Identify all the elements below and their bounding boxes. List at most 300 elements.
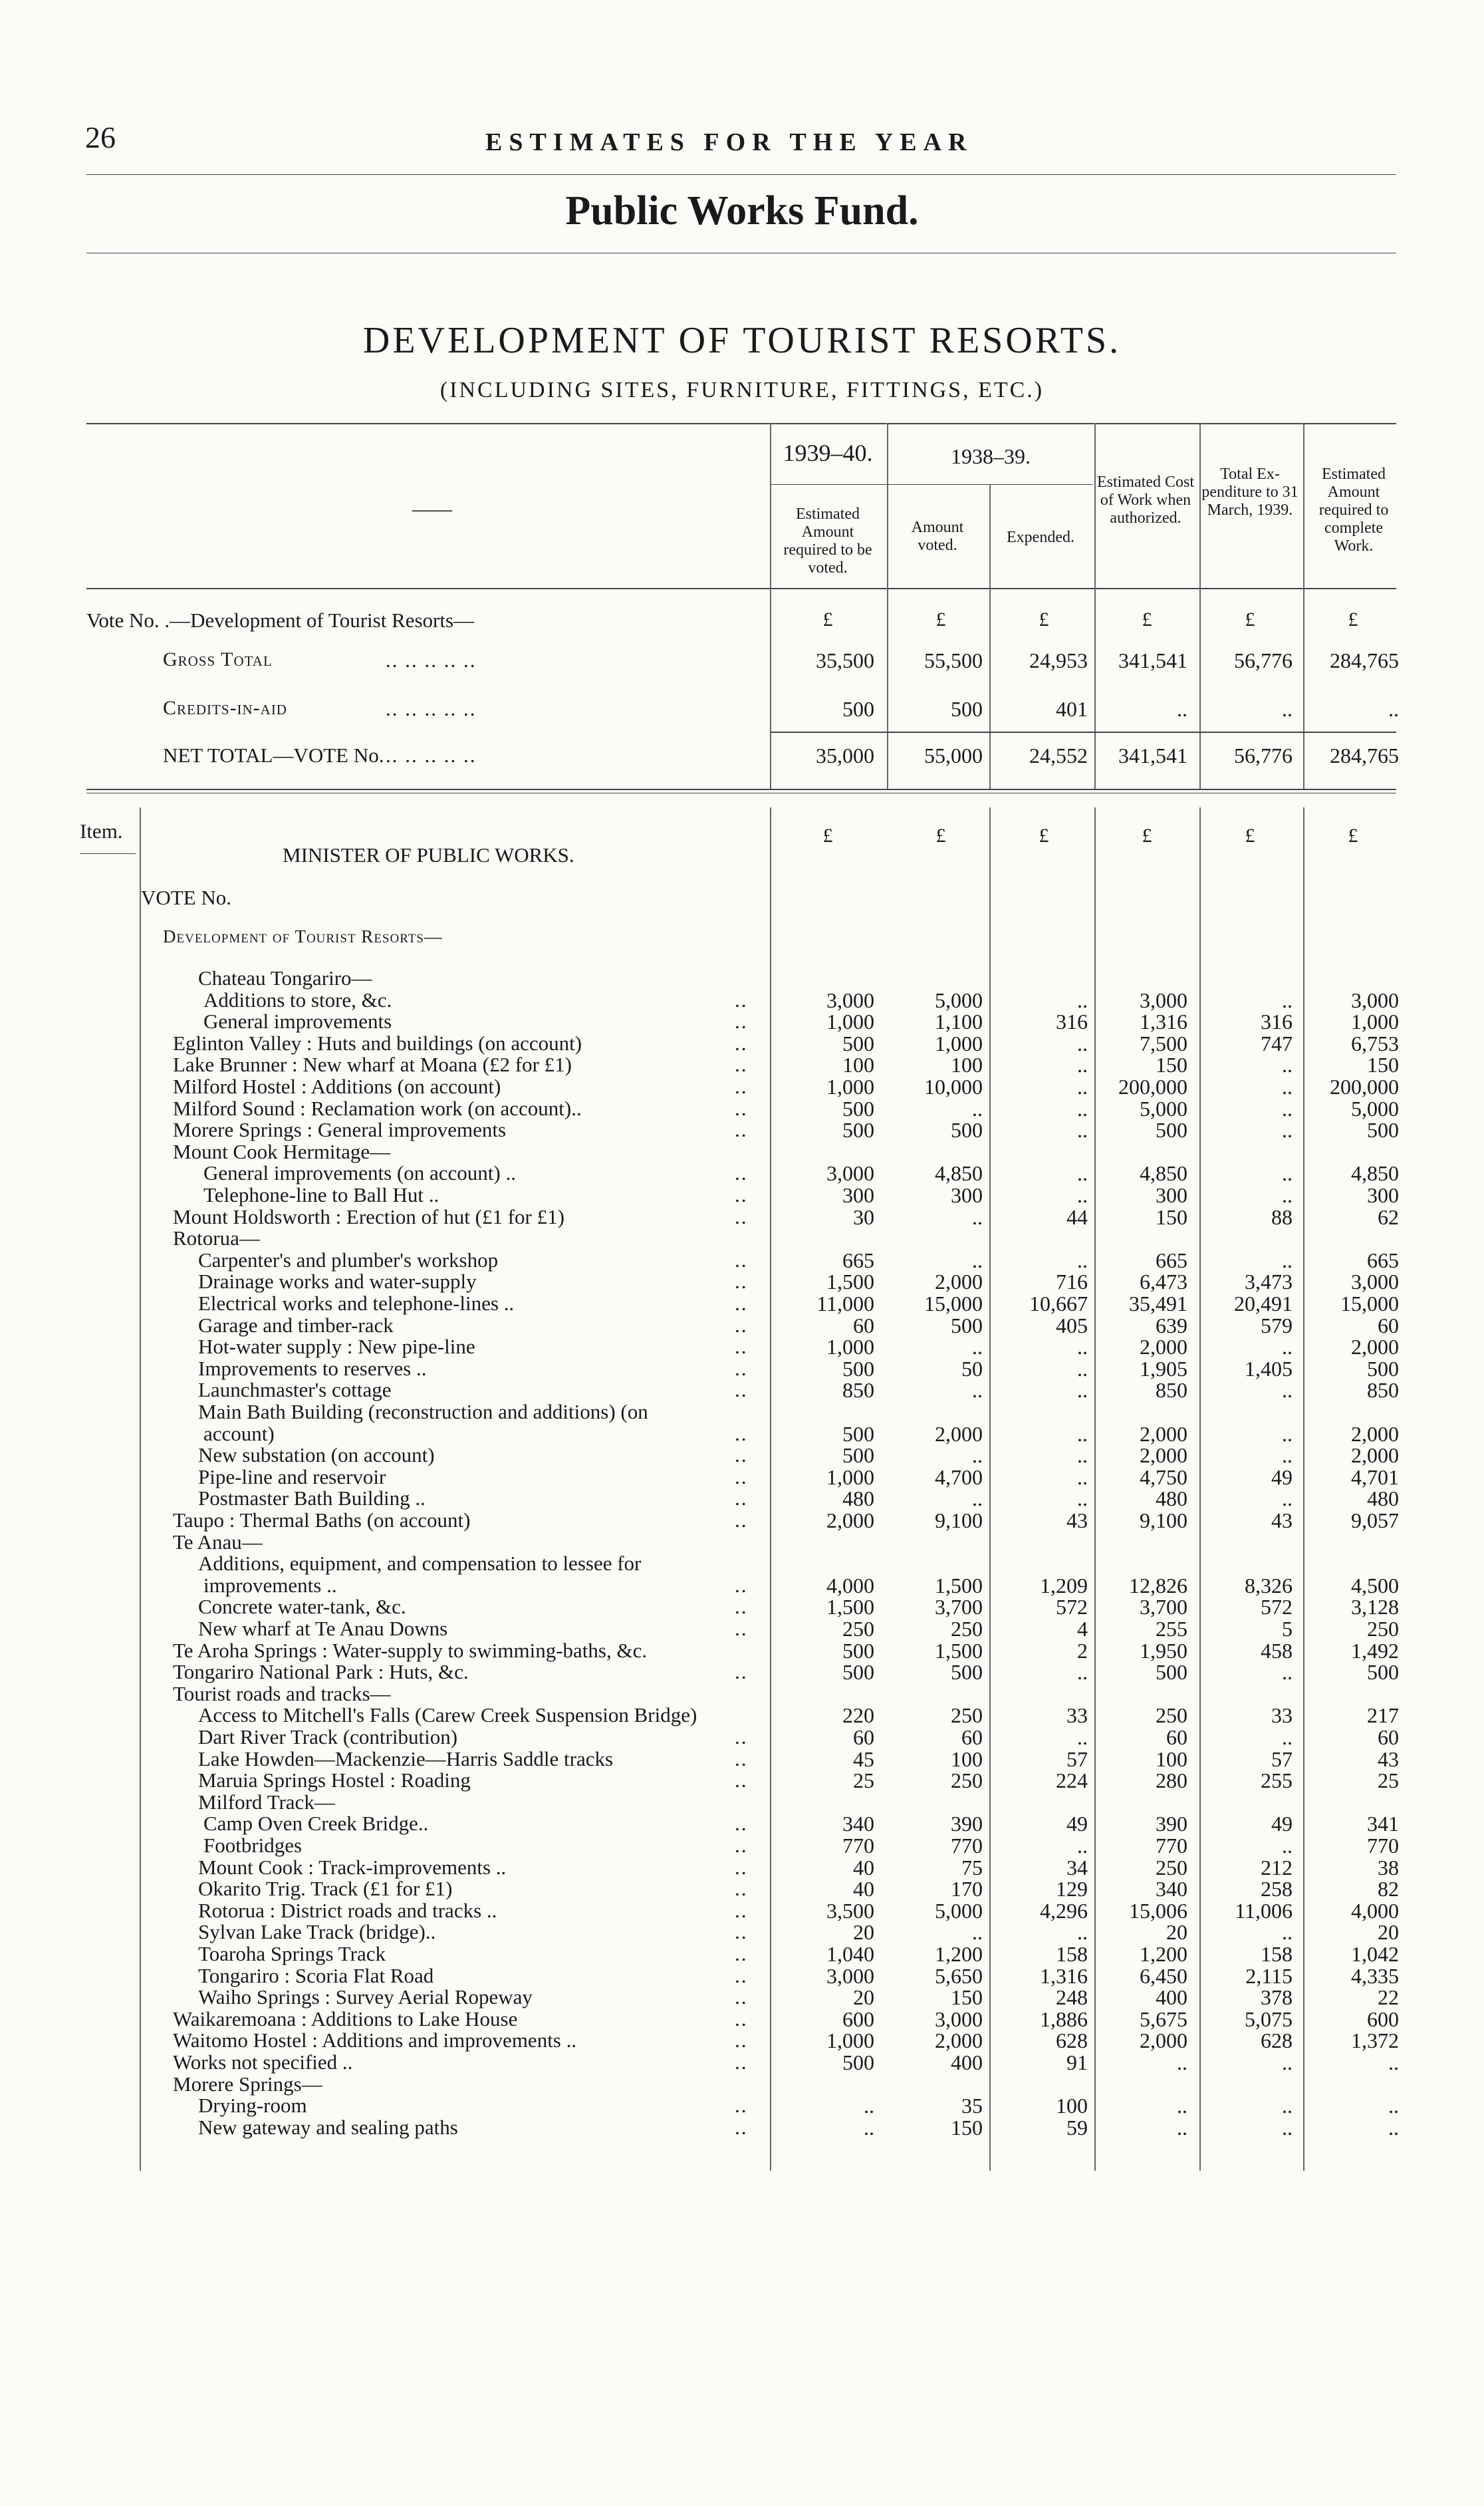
- item-cell: 2,000: [1140, 2028, 1187, 2052]
- leader-dots: ..: [735, 1314, 748, 1337]
- summary-cell: 500: [842, 697, 874, 721]
- item-row-label: Morere Springs—: [173, 2072, 322, 2096]
- item-cell: 500: [1156, 1118, 1187, 1142]
- item-cell: 378: [1261, 1985, 1293, 2009]
- item-cell: 500: [951, 1314, 983, 1337]
- item-cell: 1,886: [1040, 2007, 1088, 2031]
- item-row-label: Mount Holdsworth : Erection of hut (£1 for £1): [173, 1205, 564, 1228]
- summary-cell: ..: [1282, 697, 1293, 721]
- item-cell: ..: [1077, 1183, 1088, 1207]
- rule: [86, 174, 1396, 175]
- item-cell: ..: [1282, 1834, 1293, 1858]
- pound-sign: £: [1039, 609, 1049, 630]
- item-cell: 250: [1367, 1617, 1399, 1641]
- item-row-label: General improvements (on account) ..: [203, 1161, 516, 1184]
- item-cell: 8,326: [1245, 1574, 1293, 1598]
- item-cell: 9,100: [935, 1508, 983, 1532]
- summary-cell: 56,776: [1234, 744, 1293, 767]
- col-total-exp: Total Ex- penditure to 31 March, 1939.: [1201, 466, 1298, 519]
- item-cell: 220: [842, 1703, 874, 1727]
- item-cell: ..: [1282, 1378, 1293, 1402]
- item-cell: 60: [853, 1725, 874, 1749]
- summary-cell: 55,000: [924, 744, 983, 767]
- item-cell: 82: [1378, 1877, 1399, 1901]
- pound-sign: £: [1039, 825, 1049, 847]
- item-cell: ..: [1282, 1725, 1293, 1749]
- item-cell: 3,128: [1351, 1595, 1399, 1619]
- item-cell: 300: [1367, 1183, 1399, 1207]
- item-cell: 49: [1066, 1812, 1088, 1836]
- item-cell: ..: [1077, 1357, 1088, 1381]
- item-cell: 9,100: [1140, 1508, 1187, 1532]
- pound-sign: £: [935, 609, 946, 630]
- item-cell: 3,000: [1351, 1270, 1399, 1294]
- col-expended: Expended.: [1007, 529, 1074, 546]
- item-row-label: Okarito Trig. Track (£1 for £1): [198, 1877, 453, 1900]
- item-cell: 500: [842, 1443, 874, 1467]
- item-cell: 33: [1066, 1703, 1088, 1727]
- item-cell: 2,000: [935, 1270, 983, 1294]
- leader-dots: ..: [735, 2116, 748, 2139]
- item-cell: 850: [842, 1378, 874, 1402]
- item-row-label: Telephone-line to Ball Hut ..: [203, 1183, 439, 1206]
- leader-dots: ..: [735, 1617, 748, 1640]
- item-cell: 150: [951, 2116, 983, 2140]
- pound-sign: £: [822, 609, 833, 630]
- leader-dots: ..: [735, 1595, 748, 1618]
- item-cell: 22: [1378, 1985, 1399, 2009]
- item-cell: 5,075: [1245, 2007, 1293, 2031]
- item-cell: 25: [1378, 1768, 1399, 1792]
- item-cell: 150: [1156, 1053, 1187, 1077]
- item-row-label: Additions to store, &c.: [203, 988, 392, 1012]
- item-row-label: Mount Cook : Track-improvements ..: [198, 1856, 507, 1879]
- summary-cell: 284,765: [1330, 648, 1399, 672]
- item-cell: 91: [1066, 2050, 1088, 2074]
- leader-dots: ..: [735, 1183, 748, 1206]
- item-cell: 500: [842, 1660, 874, 1684]
- summary-cell: 55,500: [924, 648, 983, 672]
- item-cell: 1,000: [826, 1465, 874, 1489]
- item-cell: 129: [1056, 1877, 1088, 1901]
- item-cell: 4,750: [1140, 1465, 1187, 1489]
- item-row-label: Eglinton Valley : Huts and buildings (on account): [173, 1032, 582, 1055]
- leader-dots: ..: [735, 1465, 748, 1488]
- item-row-label: General improvements: [203, 1010, 392, 1033]
- summary-row-label: Gross Total: [163, 648, 273, 670]
- item-cell: ..: [972, 1920, 983, 1944]
- item-row-label: Lake Brunner : New wharf at Moana (£2 for £1): [173, 1053, 572, 1076]
- item-cell: 1,316: [1040, 1964, 1088, 1988]
- item-cell: 4,700: [935, 1465, 983, 1489]
- item-cell: 500: [842, 1118, 874, 1142]
- rule: [771, 484, 1093, 485]
- item-cell: 500: [842, 1357, 874, 1381]
- summary-cell: 35,000: [816, 744, 874, 767]
- blank-dash: ——: [412, 498, 452, 520]
- item-cell: 250: [842, 1617, 874, 1641]
- page-number: 26: [85, 120, 116, 154]
- summary-cell: 35,500: [816, 648, 874, 672]
- item-cell: 1,209: [1040, 1574, 1088, 1598]
- item-cell: 250: [951, 1703, 983, 1727]
- item-cell: 100: [1156, 1747, 1187, 1771]
- item-cell: 45: [853, 1747, 874, 1771]
- item-cell: ..: [1077, 1834, 1088, 1858]
- item-row-label: Tongariro National Park : Huts, &c.: [173, 1660, 469, 1683]
- item-cell: 43: [1271, 1508, 1293, 1532]
- leader-dots: ..: [735, 1205, 748, 1228]
- item-cell: 665: [842, 1248, 874, 1272]
- item-cell: 2,000: [935, 2028, 983, 2052]
- item-cell: 300: [951, 1183, 983, 1207]
- item-cell: 2,115: [1245, 1964, 1293, 1988]
- column-rule: [887, 423, 888, 790]
- col-est-cost: Estimated Cost of Work when authorized.: [1097, 474, 1194, 527]
- leader-dots: ..: [735, 1378, 748, 1401]
- item-cell: 1,000: [935, 1032, 983, 1055]
- item-cell: 200,000: [1330, 1075, 1399, 1099]
- item-cell: 4,000: [1351, 1899, 1399, 1923]
- item-cell: 3,000: [1140, 988, 1187, 1012]
- item-cell: 1,500: [935, 1639, 983, 1663]
- col-est-required: Estimated Amount required to complete Work.: [1318, 466, 1389, 555]
- item-row-label: Dart River Track (contribution): [198, 1725, 458, 1748]
- section-subtitle: (INCLUDING SITES, FURNITURE, FITTINGS, ETC.): [439, 378, 1045, 402]
- section-title: DEVELOPMENT OF TOURIST RESORTS.: [362, 320, 1122, 361]
- leader-dots: .. .. .. .. ..: [386, 697, 477, 720]
- leader-dots: ..: [735, 1443, 748, 1466]
- item-row-label: Te Anau—: [173, 1530, 263, 1554]
- item-cell: 500: [1367, 1660, 1399, 1684]
- leader-dots: ..: [735, 1118, 748, 1141]
- item-cell: 1,500: [826, 1595, 874, 1619]
- leader-dots: ..: [735, 1486, 748, 1510]
- vote-label: Vote No. .—Development of Tourist Resorts—: [86, 609, 475, 632]
- item-cell: ..: [1282, 2116, 1293, 2140]
- item-cell: 600: [1367, 2007, 1399, 2031]
- item-cell: 20: [1378, 1920, 1399, 1944]
- item-row-label: Footbridges: [203, 1834, 303, 1857]
- rule: [80, 853, 136, 854]
- item-cell: 15,006: [1129, 1899, 1187, 1923]
- item-cell: 170: [951, 1877, 983, 1901]
- item-cell: 255: [1156, 1617, 1187, 1641]
- item-cell: ..: [972, 1205, 983, 1229]
- item-cell: ..: [1388, 2116, 1399, 2140]
- item-row-label: Waiho Springs : Survey Aerial Ropeway: [198, 1985, 533, 2009]
- summary-cell: 24,953: [1029, 648, 1088, 672]
- item-cell: 20,491: [1234, 1292, 1293, 1316]
- item-cell: 2: [1077, 1639, 1088, 1663]
- item-cell: 62: [1378, 1205, 1399, 1229]
- item-row-label: Milford Track—: [198, 1790, 335, 1814]
- item-cell: ..: [1077, 1422, 1088, 1446]
- item-cell: 2,000: [826, 1508, 874, 1532]
- item-cell: 747: [1261, 1032, 1293, 1055]
- item-cell: 59: [1066, 2116, 1088, 2140]
- item-cell: 1,040: [826, 1942, 874, 1966]
- item-cell: ..: [1282, 1097, 1293, 1121]
- item-cell: 5,000: [935, 1899, 983, 1923]
- item-cell: 500: [842, 1422, 874, 1446]
- item-cell: 212: [1261, 1856, 1293, 1880]
- item-cell: 5,000: [1140, 1097, 1187, 1121]
- item-cell: 850: [1156, 1378, 1187, 1402]
- item-cell: 12,826: [1129, 1574, 1187, 1598]
- item-cell: 60: [961, 1725, 983, 1749]
- leader-dots: ..: [735, 1812, 748, 1835]
- item-cell: ..: [1282, 988, 1293, 1012]
- item-cell: 25: [853, 1768, 874, 1792]
- item-cell: ..: [1077, 1118, 1088, 1142]
- col-year-1938: 1938–39.: [951, 444, 1031, 468]
- item-cell: ..: [1177, 2050, 1187, 2074]
- item-row-label: Waikaremoana : Additions to Lake House: [173, 2007, 518, 2030]
- item-cell: 1,200: [935, 1942, 983, 1966]
- item-cell: 44: [1066, 1205, 1088, 1229]
- item-cell: 4,701: [1351, 1465, 1399, 1489]
- item-cell: 1,000: [826, 1075, 874, 1099]
- item-cell: 3,500: [826, 1899, 874, 1923]
- item-cell: 4,850: [935, 1161, 983, 1185]
- item-cell: ..: [1077, 1335, 1088, 1359]
- item-cell: 1,200: [1140, 1942, 1187, 1966]
- item-cell: 258: [1261, 1877, 1293, 1901]
- item-cell: ..: [1077, 1465, 1088, 1489]
- item-cell: 20: [853, 1920, 874, 1944]
- leader-dots: .. .. .. .. ..: [386, 744, 477, 767]
- item-cell: 500: [1367, 1118, 1399, 1142]
- item-cell: 1,405: [1245, 1357, 1293, 1381]
- item-cell: ..: [972, 1097, 983, 1121]
- item-row-label: Improvements to reserves ..: [198, 1357, 427, 1380]
- leader-dots: ..: [735, 1270, 748, 1293]
- rule: [770, 732, 1396, 733]
- item-row-label: Morere Springs : General improvements: [173, 1118, 507, 1141]
- item-cell: 4,500: [1351, 1574, 1399, 1598]
- leader-dots: ..: [735, 1053, 748, 1076]
- leader-dots: ..: [735, 1574, 748, 1597]
- item-cell: 6,450: [1140, 1964, 1187, 1988]
- leader-dots: ..: [735, 988, 748, 1012]
- item-cell: 2,000: [1351, 1443, 1399, 1467]
- summary-cell: 24,552: [1029, 744, 1088, 767]
- item-cell: 57: [1271, 1747, 1293, 1771]
- item-row-label: New wharf at Te Anau Downs: [198, 1617, 448, 1640]
- leader-dots: ..: [735, 1660, 748, 1683]
- item-cell: 2,000: [1140, 1422, 1187, 1446]
- running-title: ESTIMATES FOR THE YEAR: [485, 128, 973, 156]
- leader-dots: ..: [735, 1292, 748, 1315]
- column-rule: [1094, 423, 1096, 790]
- leader-dots: ..: [735, 1097, 748, 1120]
- item-row-label: Maruia Springs Hostel : Roading: [198, 1768, 471, 1792]
- summary-cell: 341,541: [1118, 744, 1187, 767]
- column-rule: [1199, 423, 1201, 790]
- rule: [86, 789, 1396, 790]
- item-cell: ..: [864, 2116, 874, 2140]
- item-row-label: Tourist roads and tracks—: [173, 1682, 391, 1705]
- item-cell: ..: [1077, 1920, 1088, 1944]
- leader-dots: ..: [735, 1357, 748, 1380]
- item-cell: 390: [1156, 1812, 1187, 1836]
- item-cell: ..: [972, 1335, 983, 1359]
- item-cell: 770: [951, 1834, 983, 1858]
- leader-dots: ..: [735, 1899, 748, 1922]
- item-cell: 572: [1056, 1595, 1088, 1619]
- leader-dots: ..: [735, 1161, 748, 1184]
- item-cell: ..: [1077, 1660, 1088, 1684]
- item-cell: 49: [1271, 1465, 1293, 1489]
- item-cell: 40: [853, 1877, 874, 1901]
- item-cell: 665: [1156, 1248, 1187, 1272]
- item-cell: 3,000: [826, 988, 874, 1012]
- item-cell: ..: [1282, 1183, 1293, 1207]
- item-cell: 1,492: [1351, 1639, 1399, 1663]
- leader-dots: ..: [735, 1942, 748, 1965]
- item-cell: 1,000: [826, 1335, 874, 1359]
- item-cell: 250: [1156, 1703, 1187, 1727]
- item-cell: 4,850: [1351, 1161, 1399, 1185]
- item-cell: 5,000: [935, 988, 983, 1012]
- leader-dots: .. .. .. .. ..: [386, 648, 477, 672]
- item-cell: 4,850: [1140, 1161, 1187, 1185]
- item-cell: 480: [1367, 1486, 1399, 1510]
- leader-dots: ..: [735, 2094, 748, 2117]
- item-cell: ..: [1282, 1161, 1293, 1185]
- leader-dots: ..: [735, 1964, 748, 1987]
- item-row-label: New gateway and sealing paths: [198, 2116, 458, 2139]
- vote-no: VOTE No.: [141, 886, 232, 909]
- item-cell: 150: [1156, 1205, 1187, 1229]
- pound-sign: £: [935, 825, 946, 847]
- leader-dots: ..: [735, 1856, 748, 1879]
- item-cell: 60: [1378, 1314, 1399, 1337]
- item-cell: 200,000: [1118, 1075, 1187, 1099]
- item-cell: 20: [1166, 1920, 1187, 1944]
- item-cell: 11,000: [816, 1292, 874, 1316]
- item-row-label: Drainage works and water-supply: [198, 1270, 477, 1293]
- item-cell: 1,372: [1351, 2028, 1399, 2052]
- item-cell: 15,000: [1340, 1292, 1399, 1316]
- item-cell: ..: [972, 1486, 983, 1510]
- leader-dots: ..: [735, 1010, 748, 1033]
- item-cell: 850: [1367, 1378, 1399, 1402]
- item-row-label: Additions, equipment, and compensation to lessee for: [198, 1552, 642, 1575]
- item-cell: ..: [864, 2094, 874, 2118]
- item-cell: 158: [1056, 1942, 1088, 1966]
- item-row-label: improvements ..: [203, 1574, 337, 1597]
- item-cell: ..: [1282, 2050, 1293, 2074]
- item-cell: 340: [1156, 1877, 1187, 1901]
- item-row-label: Te Aroha Springs : Water-supply to swimming-baths, &c.: [173, 1639, 648, 1662]
- item-cell: 2,000: [1351, 1335, 1399, 1359]
- item-cell: 43: [1066, 1508, 1088, 1532]
- pound-sign: £: [822, 825, 833, 847]
- item-cell: 500: [842, 2050, 874, 2074]
- item-row-label: Milford Hostel : Additions (on account): [173, 1075, 501, 1098]
- item-row-label: New substation (on account): [198, 1443, 435, 1466]
- item-cell: 458: [1261, 1639, 1293, 1663]
- item-row-label: Lake Howden—Mackenzie—Harris Saddle tracks: [198, 1747, 614, 1770]
- group-heading: Development of Tourist Resorts—: [163, 926, 443, 946]
- item-cell: 60: [1378, 1725, 1399, 1749]
- leader-dots: ..: [735, 1985, 748, 2009]
- column-rule: [1303, 423, 1304, 790]
- item-cell: 35: [961, 2094, 983, 2118]
- item-cell: ..: [1282, 1422, 1293, 1446]
- item-cell: 500: [842, 1097, 874, 1121]
- item-cell: 9,057: [1351, 1508, 1399, 1532]
- fund-title: Public Works Fund.: [565, 188, 919, 233]
- leader-dots: ..: [735, 1920, 748, 1943]
- item-cell: 30: [853, 1205, 874, 1229]
- item-cell: 15,000: [924, 1292, 983, 1316]
- leader-dots: ..: [735, 2050, 748, 2074]
- item-cell: 4: [1077, 1617, 1088, 1641]
- item-cell: 33: [1271, 1703, 1293, 1727]
- item-row-label: Main Bath Building (reconstruction and additions) (on: [198, 1400, 648, 1423]
- item-cell: ..: [1388, 2050, 1399, 2074]
- item-cell: 38: [1378, 1856, 1399, 1880]
- item-cell: 50: [961, 1357, 983, 1381]
- leader-dots: ..: [735, 2028, 748, 2052]
- item-cell: 100: [842, 1053, 874, 1077]
- item-cell: ..: [1388, 2094, 1399, 2118]
- item-cell: ..: [1077, 1725, 1088, 1749]
- leader-dots: ..: [735, 1508, 748, 1532]
- item-cell: ..: [1282, 1248, 1293, 1272]
- leader-dots: ..: [735, 2007, 748, 2030]
- item-row-label: Electrical works and telephone-lines ..: [198, 1292, 515, 1315]
- item-cell: 60: [1166, 1725, 1187, 1749]
- item-cell: 316: [1056, 1010, 1088, 1034]
- item-cell: 224: [1056, 1768, 1088, 1792]
- item-cell: 5,650: [935, 1964, 983, 1988]
- item-cell: 2,000: [1351, 1422, 1399, 1446]
- item-cell: 500: [951, 1118, 983, 1142]
- item-cell: 500: [842, 1639, 874, 1663]
- item-cell: ..: [1282, 2094, 1293, 2118]
- item-cell: 280: [1156, 1768, 1187, 1792]
- summary-cell: 401: [1056, 697, 1088, 721]
- item-cell: 400: [951, 2050, 983, 2074]
- item-cell: ..: [1282, 1335, 1293, 1359]
- item-cell: 3,000: [935, 2007, 983, 2031]
- item-cell: ..: [1077, 1486, 1088, 1510]
- item-cell: ..: [1282, 1075, 1293, 1099]
- item-cell: 639: [1156, 1314, 1187, 1337]
- item-cell: 716: [1056, 1270, 1088, 1294]
- item-cell: 480: [842, 1486, 874, 1510]
- item-row-label: Works not specified ..: [173, 2050, 353, 2074]
- item-cell: 665: [1367, 1248, 1399, 1272]
- pound-sign: £: [1142, 609, 1152, 630]
- item-cell: ..: [1077, 1161, 1088, 1185]
- item-cell: 3,000: [1351, 988, 1399, 1012]
- leader-dots: ..: [735, 1248, 748, 1272]
- item-cell: 6,473: [1140, 1270, 1187, 1294]
- item-row-label: Pipe-line and reservoir: [198, 1465, 386, 1488]
- item-row-label: Mount Cook Hermitage—: [173, 1140, 391, 1163]
- item-cell: 628: [1261, 2028, 1293, 2052]
- item-cell: 248: [1056, 1985, 1088, 2009]
- item-cell: 11,006: [1235, 1899, 1293, 1923]
- item-cell: 1,500: [935, 1574, 983, 1598]
- item-row-label: account): [203, 1422, 275, 1445]
- item-cell: 341: [1367, 1812, 1399, 1836]
